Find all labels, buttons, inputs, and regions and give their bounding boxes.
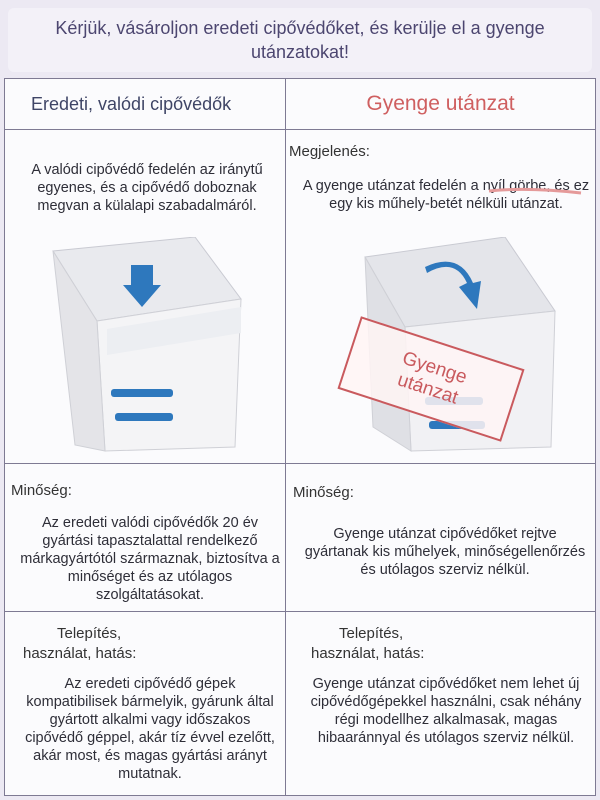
install-original-text: Az eredeti cipővédő gépek kompatibilisek bármelyik, gyárunk által gyártott alkalmi vagy időszakos cipővédő géppel, akár tíz évvel ezelőtt, akár most, és magas gyártási arányt mutatnak. <box>25 676 275 782</box>
appearance-fake-label: Megjelenés: <box>289 143 370 160</box>
column-divider <box>285 79 286 795</box>
header-fake <box>286 79 595 129</box>
banner-text: Kérjük, vásároljon eredeti cipővédőket, és kerülje el a gyenge utánzatokat! <box>55 18 545 62</box>
row-divider-appearance <box>5 463 595 464</box>
appearance-fake-text: A gyenge utánzat fedelén a nyíl görbe, és ez egy kis műhely-betét nélküli utánzat. <box>302 178 590 212</box>
fake-stamp-text: Gyenge utánzat <box>394 347 470 409</box>
original-box-image <box>45 237 245 452</box>
quality-original-text: Az eredeti valódi cipővédők 20 év gyártási tapasztalattal rendelkező márkagyártótól származnak, biztosítva a minőséget és az utólagos szolgáltatásokat. <box>20 515 280 603</box>
red-underline-mark <box>487 185 583 197</box>
install-fake-text: Gyenge utánzat cipővédőket nem lehet új cipővédőgépekkel használni, csak néhány régi modellhez alkalmasak, magas hibaaránnyal és utólagos szerviz nélkül. <box>310 676 582 746</box>
comparison-table <box>4 78 596 796</box>
header-fake-label: Gyenge utánzat <box>366 92 515 115</box>
install-original-label-1: Telepítés, <box>57 625 122 642</box>
header-original-label: Eredeti, valódi cipővédők <box>31 93 232 114</box>
header-original <box>5 79 285 129</box>
row-divider-quality <box>5 611 595 612</box>
quality-fake-text: Gyenge utánzat cipővédőket rejtve gyártanak kis műhelyek, minőségellenőrzés és utólagos szerviz nélkül. <box>304 526 586 578</box>
install-fake-label-2: használat, hatás: <box>311 645 425 662</box>
row-divider-header <box>5 129 595 130</box>
quality-fake-label: Minőség: <box>293 484 354 501</box>
appearance-original-text: A valódi cipővédő fedelén az iránytű egyenes, és a cipővédő doboznak megvan a külalapi szabadalmáról. <box>31 162 263 214</box>
install-fake-label-1: Telepítés, <box>339 625 404 642</box>
quality-original-label: Minőség: <box>11 482 72 499</box>
install-original-label-2: használat, hatás: <box>23 645 137 662</box>
top-banner <box>8 8 592 72</box>
